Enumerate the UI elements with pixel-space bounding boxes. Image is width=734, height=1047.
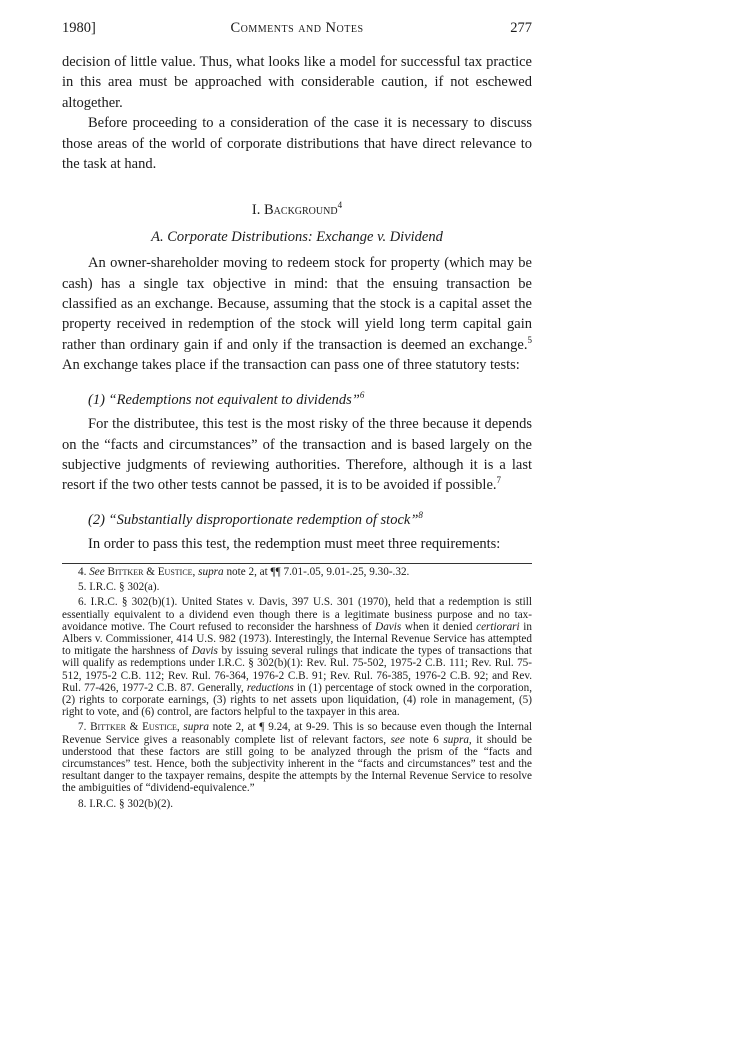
footnote-ref-4: 4 [337, 200, 343, 211]
footnote-7-supra-2: supra, [443, 733, 472, 746]
footnote-4 [62, 566, 532, 578]
paragraph-exchange-text: An exchange takes place if the transaction can pass one of three statutory tests: [62, 357, 520, 374]
paragraph-before-proceeding: Before proceeding to a consideration of the case it is necessary to discuss those areas of the world of corporate distributions that have direct relevance to the task at hand. [62, 115, 532, 173]
paragraph-distributee [62, 414, 532, 496]
footnote-7-see: see [390, 733, 405, 746]
footnote-6 [62, 596, 532, 718]
footnote-ref-5: 5 [527, 334, 532, 345]
footnote-6-text-b: when it denied [404, 620, 473, 633]
paragraph-requirements: In order to pass this test, the redemption must meet three requirements: [88, 536, 501, 553]
journal-title: Comments and Notes [230, 20, 364, 36]
test-2-heading [62, 510, 532, 530]
test-1-heading [62, 390, 532, 410]
footnote-7-text-a: note 2, at ¶ 9.24, at 9-29. This is so because even though the Internal Revenue Service gives a reasonably complete list of relevant factors, [62, 721, 533, 746]
test-1-heading-text: (1) “Redemptions not equivalent to dividends” [88, 391, 360, 408]
footnote-8: 8. I.R.C. § 302(b)(2). [78, 797, 174, 810]
footnote-6-certiorari: certiorari [476, 620, 520, 633]
footnote-ref-6: 6 [359, 389, 365, 400]
footnote-6-davis: Davis [375, 620, 402, 633]
main-text [62, 52, 532, 555]
footnote-7-authors: Bittker & Eustice, [90, 721, 180, 734]
footnote-divider [62, 563, 532, 564]
paragraph-owner-shareholder [62, 253, 532, 375]
footnote-4-see: See [89, 566, 105, 578]
footnote-7-supra: supra [183, 721, 209, 734]
footnote-6-text-a: 6. I.R.C. § 302(b)(1). United States v. Davis, 397 U.S. 301 (1970), held that a redemption is still essentially equivalent to a dividend even though there is a legitimate business purpose and no tax-avoidance motive. The Court refused to reconsider the harshness of [62, 596, 532, 633]
footnote-6-text-e: in (1) percentage of stock owned in the corporation, (2) rights to corporate earnings, (3) rights to net assets upon liquidation, (4) role in management, (5) right to vote, and (6) control, are factors helpful to the taxpayer in this area. [62, 681, 533, 719]
running-head [62, 20, 532, 40]
footnote-7-note6: note 6 [409, 733, 439, 746]
footnote-ref-8: 8 [418, 509, 423, 520]
footnote-4-supra: supra [198, 566, 224, 578]
footnote-7 [62, 721, 532, 794]
footnote-ref-7: 7 [496, 475, 502, 486]
paragraph-continued: decision of little value. Thus, what looks like a model for successful tax practice in this area must be approached with considerable caution, if not eschewed altogether. [62, 54, 532, 111]
footnote-7-number: 7. [78, 721, 87, 734]
subheading-corporate-distributions: A. Corporate Distributions: Exchange v. Dividend [151, 228, 443, 245]
section-heading-text: I. Background [251, 202, 338, 219]
footnote-4-text: note 2, at ¶¶ 7.01-.05, 9.01-.25, 9.30-.32. [226, 566, 410, 578]
header-year: 1980] [62, 20, 96, 36]
section-heading [62, 200, 532, 220]
footnote-4-number: 4. [78, 566, 87, 578]
footnote-5: 5. I.R.C. § 302(a). [78, 581, 160, 594]
footnote-6-reductions: reductions [246, 681, 294, 694]
footnote-6-text-d: by issuing several rulings that indicate the types of transactions that will qualify as redemptions under I.R.C. § 302(b)(1): Rev. Rul. 75-502, 1975-2 C.B. 111; Rev. Rul. 75-512, 1975-2 C.B. 112; Rev. Rul. 76-364, 1976-2 C.B. 91; Rev. Rul. 76-385, 1976-2 C.B. 92; and Rev. Rul. 77-426, 1977-2 C.B. 87. Generally, [62, 645, 533, 694]
paragraph-distributee-text: For the distributee, this test is the most risky of the three because it depends on the “facts and circumstances” of the transaction and is based largely on the subjective judgments of reviewing authorities. Therefore, although it is a last resort if the two other tests cannot be passed, it is to be avoided if possible. [62, 416, 532, 494]
footnote-4-authors: Bittker & Eustice, [107, 566, 196, 578]
footnotes [62, 566, 532, 810]
footnote-6-davis-2: Davis [191, 645, 218, 658]
footnote-7-text-b: it should be understood that these factors are still going to be analyzed through the prism of the “facts and circumstances” test. Hence, both the subjectivity inherent in the “facts and circumstances” test and the resultant danger to the taxpayer remains, despite the attempts by the Internal Revenue Service to resolve the ambiguities of “dividend-equivalence.” [62, 733, 533, 795]
paragraph-owner-shareholder-text: An owner-shareholder moving to redeem stock for property (which may be cash) has a single tax objective in mind: that the ensuing transaction be classified as an exchange. Because, assuming that the stock is a capital asset the property received in redemption of the stock will yield long term capital gain rather than ordinary gain if and only if the transaction is deemed an exchange. [62, 255, 532, 353]
page-number: 277 [510, 20, 532, 36]
test-2-heading-text: (2) “Substantially disproportionate redemption of stock” [88, 511, 419, 528]
footnote-6-text-c: in Albers v. Commissioner, 414 U.S. 982 (1973). Interestingly, the Internal Revenue Service has attempted to mitigate the harshness of [62, 620, 532, 658]
